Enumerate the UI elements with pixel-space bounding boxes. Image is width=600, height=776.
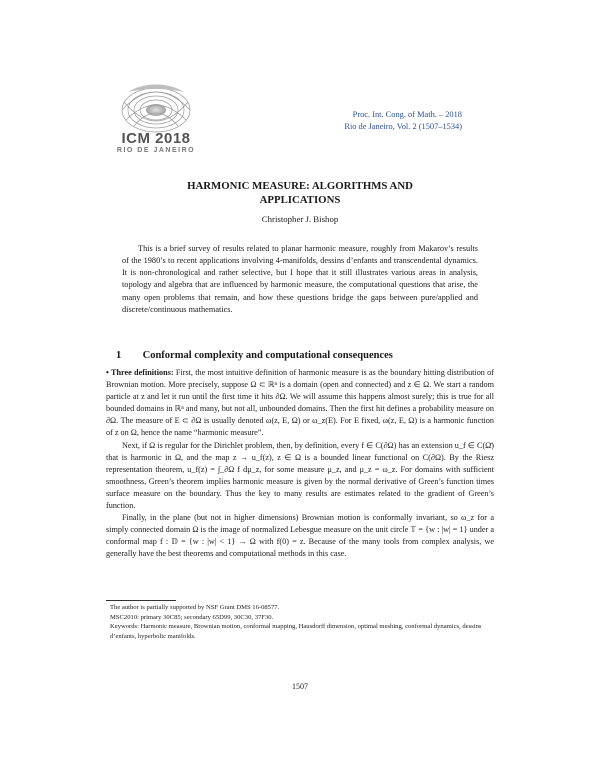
reference-line-2[interactable]: Rio de Janeiro, Vol. 2 (1507–1534) [344,122,462,131]
reference-line-1[interactable]: Proc. Int. Cong. of Math. – 2018 [352,110,462,119]
abstract-text: This is a brief survey of results related to planar harmonic measure, roughly from Makarov’s results of the 1980’s to recent applications involving 4-manifolds, dessins d’enfants and transcendental dynamics. It is non-chronological and rather selective, but I hope that it still illustrates various areas in analysis, topology and algebra that are influenced by harmonic measure, the computational questions that arise, the many open problems that remain, and how these questions bridge the gaps between pure/applied and discrete/continuous mathematics. [122,244,478,314]
abstract [122,243,478,316]
paragraph-1-text: First, the most intuitive definition of harmonic measure is as the boundary hitting distribution of Brownian motion. More precisely, suppose Ω ⊂ ℝⁿ is a domain (open and connected) and z ∈ Ω. We start a random particle at z and let it run until the first time it hits ∂Ω. We will assume this happens almost surely; this is true for all bounded domains in ℝⁿ and many, but not all, unbounded domains. Then the first hit defines a probability measure on ∂Ω. The measure of E ⊂ ∂Ω is usually denoted ω(z, E, Ω) or ω_z(E). For E fixed, ω(z, E, Ω) is a harmonic function of z on Ω, hence the name “harmonic measure”. [106,368,494,438]
title-line-2: APPLICATIONS [259,193,341,206]
run-in-heading: • Three definitions: [106,368,174,377]
logo-main-text: ICM 2018 [121,130,191,147]
section-body [106,367,494,561]
section-heading [106,350,393,361]
page-number: 1507 [292,682,308,691]
section-title: Conformal complexity and computational consequences [142,350,393,361]
paragraph-dirichlet: Next, if Ω is regular for the Dirichlet problem, then, by definition, every f ∈ C(∂Ω) has an extension u_f ∈ C(Ω̄) that is harmonic in Ω, and the map z → u_f(z), z ∈ Ω is a bounded linear functional on C(∂Ω). By the Riesz representation theorem, u_f(z) = ∫_∂Ω f dμ_z, for some measure μ_z, and μ_z = ω_z. For domains with sufficient smoothness, Green’s theorem implies harmonic measure is given by the normal derivative of Green’s function times surface measure on the boundary. Thus the key to many results are estimates related to the gradient of Green’s function. [106,440,494,511]
logo-sub-text: RIO DE JANEIRO [116,147,196,154]
paragraph-conformal: Finally, in the plane (but not in higher dimensions) Brownian motion is conformally invariant, so ω_z for a simply connected domain Ω is the image of normalized Lebesgue measure on the unit circle 𝕋 = {w : |w| = 1} under a conformal map f : 𝔻 = {w : |w| < 1} → Ω with f(0) = z. Because of the many tools from complex analysis, we generally have the best theorems and computational methods in this case. [106,513,494,559]
title-line-1: HARMONIC MEASURE: ALGORITHMS AND [187,180,413,192]
paper-title [100,180,500,207]
proceedings-reference[interactable] [312,109,462,133]
section-number: 1 [116,350,122,361]
footnote-support: The author is partially supported by NSF Grant DMS 16-08577. [110,604,280,611]
paragraph-definitions [106,367,494,440]
footnotes [110,603,494,641]
footnote-msc: MSC2010: primary 30C85; secondary 65D99, 30C30, 37F30. [110,613,274,621]
footnote-keywords: Keywords: Harmonic measure, Brownian motion, conformal mapping, Hausdorff dimension, optimal meshing, conformal dynamics, dessins d’enfants, hyperbolic manifolds. [110,623,482,640]
icm-logo-wordmark [110,131,202,155]
footnote-divider [106,600,176,601]
author-name: Christopher J. Bishop [261,214,339,224]
